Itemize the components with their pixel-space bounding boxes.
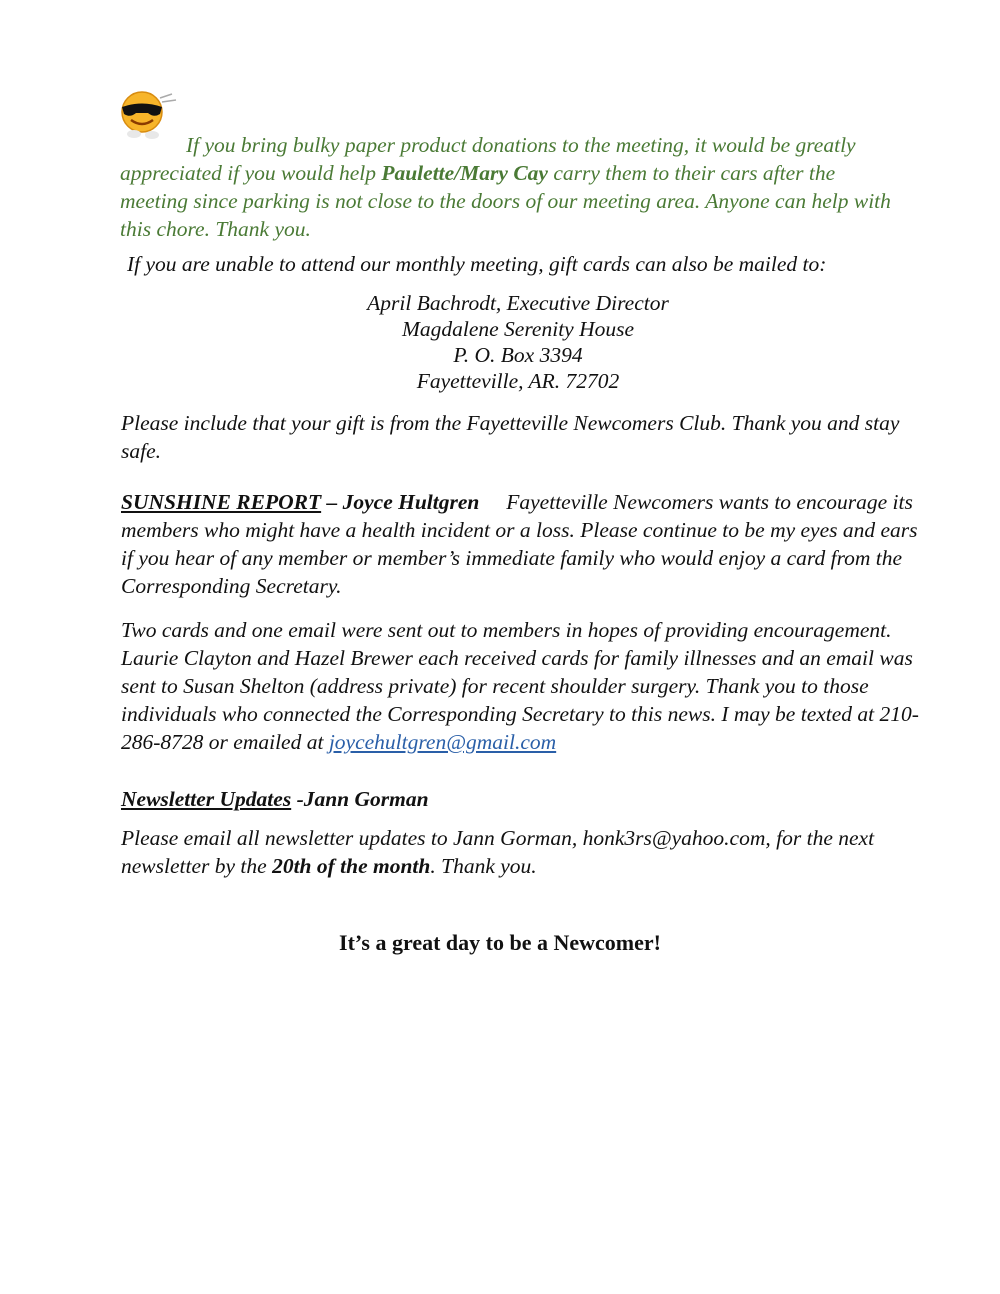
- address-line-1: April Bachrodt, Executive Director: [367, 291, 669, 315]
- newsletter-body-2: . Thank you.: [430, 854, 537, 878]
- address-line-4: Fayetteville, AR. 72702: [416, 369, 620, 393]
- newsletter-deadline: 20th of the month: [272, 854, 431, 878]
- newsletter-heading-line: [121, 785, 921, 813]
- newsletter-body: [121, 824, 911, 880]
- sunshine-intro: Fayetteville Newcomers wants to encourage its members who might have a health incident or a loss. Please continue to be my eyes and ears if you hear of any member or member’s immediate family who would enjoy a card from the Corresponding Secretary.: [121, 490, 918, 598]
- donations-paragraph: [120, 131, 905, 243]
- include-note: Please include that your gift is from the Fayetteville Newcomers Club. Thank you and stay safe.: [121, 411, 900, 463]
- sunshine-report: [121, 488, 921, 600]
- mail-intro: If you are unable to attend our monthly meeting, gift cards can also be mailed to:: [127, 252, 827, 276]
- address-line-3: P. O. Box 3394: [453, 343, 583, 367]
- newsletter-author: -Jann Gorman: [291, 787, 429, 811]
- sunshine-body-text: Two cards and one email were sent out to members in hopes of providing encouragement. Laurie Clayton and Hazel Brewer each received cards for family illnesses and an email was sent to Susan Shelton (address private) for recent shoulder surgery. Thank you to those individuals who connected the Corresponding Secretary to this news. I may be texted at 210-286-8728 or emailed at: [121, 618, 919, 754]
- newsletter-body-1: Please email all newsletter updates to Jann Gorman, honk3rs@yahoo.com, for the next newsletter by the: [121, 826, 875, 878]
- mailing-address: [0, 290, 1000, 394]
- helper-names: Paulette/Mary Cay: [381, 161, 548, 185]
- newsletter-heading: Newsletter Updates: [121, 787, 292, 811]
- donations-text-1: If you bring bulky paper product donations to the meeting, it would be greatly appreciated if you would help: [120, 133, 856, 185]
- sunshine-dash: –: [321, 490, 343, 514]
- closing-line: It’s a great day to be a Newcomer!: [339, 930, 661, 955]
- sunshine-author: Joyce Hultgren: [342, 490, 480, 514]
- sunshine-body: [121, 616, 921, 756]
- address-line-2: Magdalene Serenity House: [401, 317, 635, 341]
- donations-text-2: carry them to their cars after the meeting since parking is not close to the doors of our meeting area. Anyone can help with this chore. Thank you.: [120, 161, 891, 241]
- email-link[interactable]: joycehultgren@gmail.com: [328, 730, 557, 754]
- sunshine-heading: SUNSHINE REPORT: [121, 490, 322, 514]
